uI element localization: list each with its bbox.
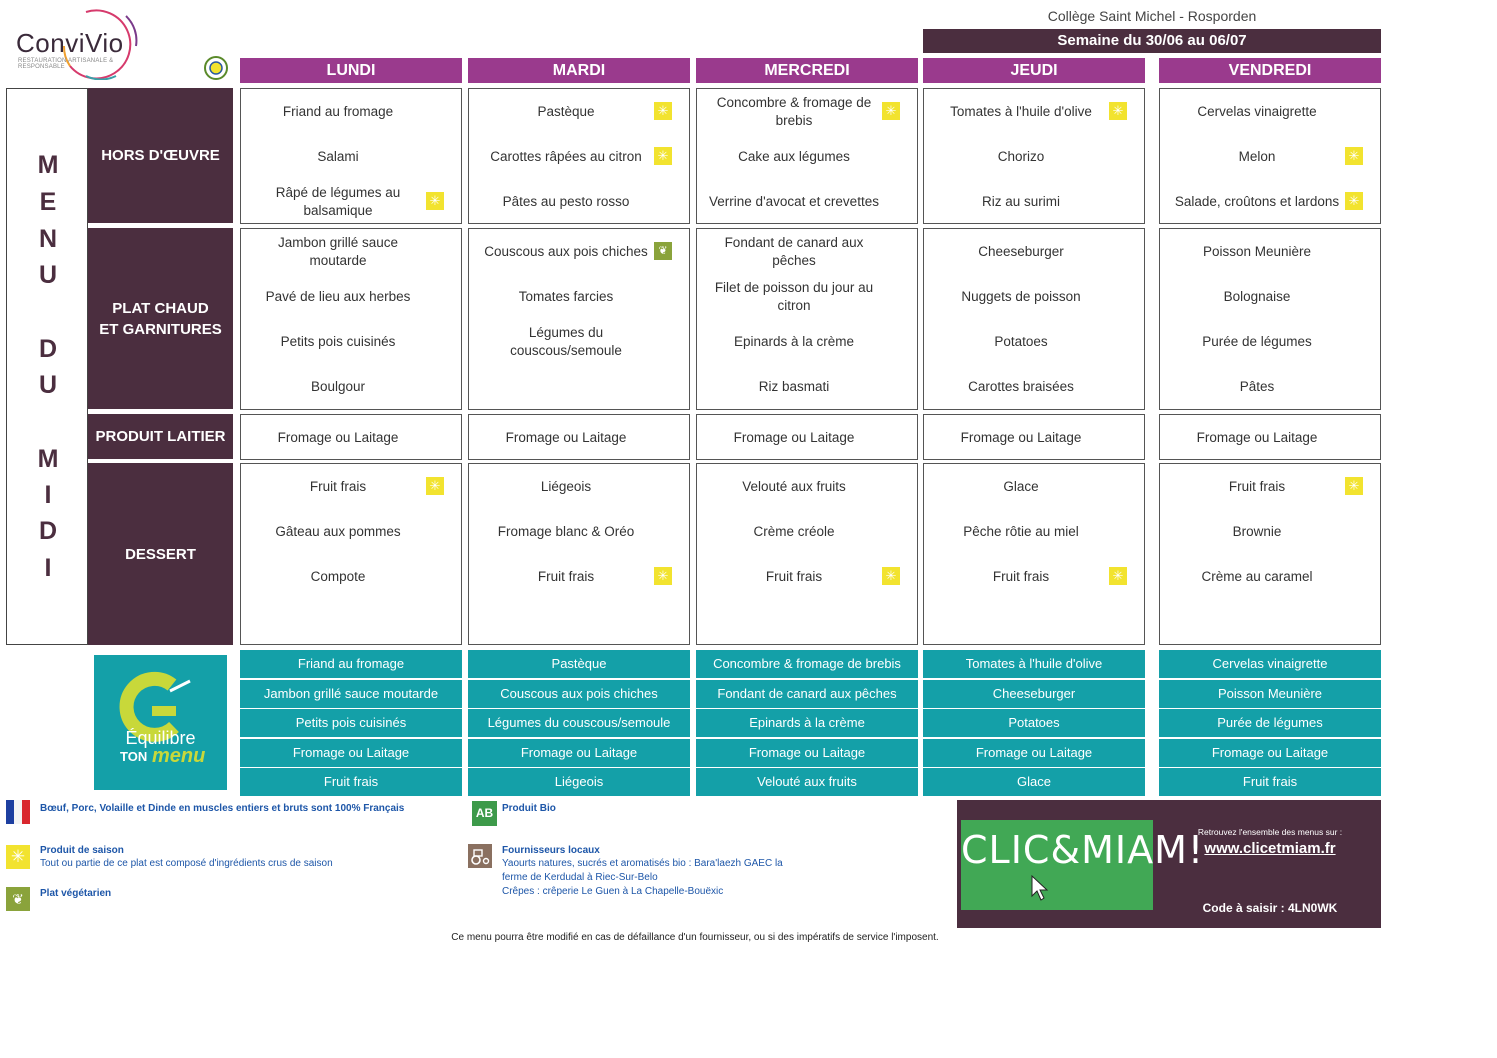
legend-saison-text: Tout ou partie de ce plat est composé d'ingrédients crus de saison (40, 858, 333, 869)
sun-legend-icon: ✳ (6, 845, 30, 869)
equilibre-item: Couscous aux pois chiches (468, 680, 690, 708)
seasonal-sun-icon: ✳ (426, 477, 444, 495)
dish-item: Cake aux légumes (738, 148, 850, 164)
day-header-lundi: LUNDI (240, 58, 462, 83)
brand-tagline: RESTAURATION ARTISANALE & RESPONSABLE (18, 58, 114, 70)
menu-title-letter: U (38, 371, 58, 399)
day-header-mercredi: MERCREDI (696, 58, 918, 83)
equilibre-icon (94, 655, 227, 790)
equilibre-menu: menu (152, 745, 206, 767)
equilibre-item: Poisson Meunière (1159, 680, 1381, 708)
dish-item: Fruit frais (537, 568, 595, 584)
menu-cell-vendredi-hors-doeuvre (1159, 88, 1381, 224)
menu-cell-mardi-laitier (468, 414, 690, 460)
day-header-jeudi: JEUDI (923, 58, 1145, 83)
seasonal-sun-icon: ✳ (426, 192, 444, 210)
seasonal-sun-icon: ✳ (1345, 192, 1363, 210)
legend-local-title: Fournisseurs locaux (502, 845, 600, 856)
ab-bio-icon (472, 801, 497, 826)
dish-item: Fruit frais (992, 568, 1050, 584)
dish-item: Chorizo (997, 148, 1045, 164)
dish-item: Tomates farcies (518, 288, 614, 304)
category-produit-laitier: PRODUIT LAITIER (88, 414, 233, 459)
equilibre-item: Fromage ou Laitage (1159, 739, 1381, 767)
equilibre-item: Fruit frais (240, 768, 462, 796)
equilibre-item: Fromage ou Laitage (696, 739, 918, 767)
equilibre-column-lundi (240, 650, 462, 796)
equilibre-item: Friand au fromage (240, 650, 462, 678)
dish-item: Poisson Meunière (1202, 243, 1312, 259)
brand-name: ConviVio (16, 28, 124, 58)
menu-cell-jeudi-hors-doeuvre (923, 88, 1145, 224)
dish-item: Crème au caramel (1201, 568, 1313, 584)
menu-du-midi-title (6, 88, 88, 645)
convivio-logo (10, 6, 140, 80)
legend-bio-title: Produit Bio (502, 803, 556, 814)
legend-veg-title: Plat végétarien (40, 888, 112, 899)
menu-cell-lundi-laitier (240, 414, 462, 460)
equilibre-item: Velouté aux fruits (696, 768, 918, 796)
dish-item: Fromage ou Laitage (1196, 429, 1318, 445)
equilibre-item: Fruit frais (1159, 768, 1381, 796)
seasonal-sun-icon: ✳ (1345, 477, 1363, 495)
equilibre-ton-menu-logo (94, 655, 227, 790)
retrouvez-text: Retrouvez l'ensemble des menus sur : (1197, 827, 1343, 837)
dish-item: Epinards à la crème (733, 333, 855, 349)
equilibre-item: Cheeseburger (923, 680, 1145, 708)
dish-item: Liégeois (540, 478, 592, 494)
category-dessert: DESSERT (88, 463, 233, 645)
legend-france: Bœuf, Porc, Volaille et Dinde en muscles entiers et bruts sont 100% Français (40, 803, 405, 814)
menu-title-letter: N (38, 225, 58, 253)
equilibre-item: Jambon grillé sauce moutarde (240, 680, 462, 708)
dish-item: Melon (1238, 148, 1276, 164)
equilibre-item: Pastèque (468, 650, 690, 678)
menu-cell-mercredi-plat (696, 228, 918, 410)
equilibre-item: Tomates à l'huile d'olive (923, 650, 1145, 678)
equilibre-item: Fromage ou Laitage (923, 739, 1145, 767)
dish-item: Velouté aux fruits (742, 478, 846, 494)
menu-cell-lundi-plat (240, 228, 462, 410)
vegetarian-icon: ❦ (654, 242, 672, 260)
category-plat-chaud: PLAT CHAUD ET GARNITURES (88, 228, 233, 409)
legend-saison-title: Produit de saison (40, 845, 124, 856)
equilibre-column-jeudi (923, 650, 1145, 796)
equilibre-item: Cervelas vinaigrette (1159, 650, 1381, 678)
seasonal-sun-icon: ✳ (654, 147, 672, 165)
dish-item: Brownie (1232, 523, 1282, 539)
dish-item: Fromage ou Laitage (960, 429, 1082, 445)
seasonal-sun-icon: ✳ (654, 567, 672, 585)
dish-item: Salami (317, 148, 359, 164)
dish-item: Concombre & fromage de brebis (716, 94, 872, 128)
seasonal-sun-icon: ✳ (1109, 567, 1127, 585)
disclaimer: Ce menu pourra être modifié en cas de défaillance d'un fournisseur, ou si des impératifs de service l'imposent. (451, 932, 939, 943)
dish-item: Jambon grillé sauce moutarde (277, 234, 399, 268)
day-header-vendredi: VENDREDI (1159, 58, 1381, 83)
dish-item: Friand au fromage (282, 103, 394, 119)
clic-miam-logo: CLIC&MIAM! (961, 828, 1205, 872)
dish-item: Glace (1003, 478, 1039, 494)
menu-title-letter: M (37, 445, 59, 473)
equilibre-title: Équilibre (125, 728, 196, 748)
equilibre-item: Potatoes (923, 709, 1145, 737)
ab-bio-badge: AB (475, 806, 494, 820)
equilibre-column-vendredi (1159, 650, 1381, 796)
day-header-mardi: MARDI (468, 58, 690, 83)
cursor-icon (1028, 874, 1052, 902)
dish-item: Compote (310, 568, 366, 584)
dish-item: Tomates à l'huile d'olive (950, 103, 1092, 119)
dish-item: Légumes du couscous/semoule (510, 324, 622, 358)
seasonal-sun-icon: ✳ (882, 102, 900, 120)
leaf-legend-icon: ❦ (6, 887, 30, 911)
equilibre-item: Concombre & fromage de brebis (696, 650, 918, 678)
menu-cell-mercredi-dessert (696, 463, 918, 645)
week-banner: Semaine du 30/06 au 06/07 (923, 29, 1381, 53)
seal-icon (200, 55, 232, 81)
dish-item: Pâtes au pesto rosso (502, 193, 630, 209)
dish-item: Potatoes (994, 333, 1048, 349)
dish-item: Pâtes (1239, 378, 1275, 394)
equilibre-column-mardi (468, 650, 690, 796)
equilibre-column-mercredi (696, 650, 918, 796)
dish-item: Purée de légumes (1202, 333, 1312, 349)
equilibre-item: Légumes du couscous/semoule (468, 709, 690, 737)
menu-cell-jeudi-dessert (923, 463, 1145, 645)
menu-cell-jeudi-plat (923, 228, 1145, 410)
menu-cell-vendredi-plat (1159, 228, 1381, 410)
legend-local-line-1: Yaourts natures, sucrés et aromatisés bio : Bara'laezh GAEC la (502, 858, 783, 869)
dish-item: Râpé de légumes au balsamique (275, 184, 401, 218)
menu-cell-jeudi-laitier (923, 414, 1145, 460)
dish-item: Fromage ou Laitage (733, 429, 855, 445)
seasonal-sun-icon: ✳ (882, 567, 900, 585)
school-name: Collège Saint Michel - Rosporden (1047, 8, 1257, 24)
dish-item: Fruit frais (1228, 478, 1286, 494)
menu-cell-mercredi-laitier (696, 414, 918, 460)
clicetmiam-link[interactable]: www.clicetmiam.fr (1204, 840, 1336, 857)
seasonal-sun-icon: ✳ (1345, 147, 1363, 165)
equilibre-item: Fromage ou Laitage (240, 739, 462, 767)
seasonal-sun-icon: ✳ (654, 102, 672, 120)
menu-cell-vendredi-dessert (1159, 463, 1381, 645)
equilibre-ton: TON (120, 749, 148, 764)
dish-item: Pavé de lieu aux herbes (265, 288, 411, 304)
dish-item: Riz basmati (758, 378, 830, 394)
dish-item: Bolognaise (1223, 288, 1291, 304)
dish-item: Carottes braisées (968, 378, 1074, 394)
dish-item: Cervelas vinaigrette (1197, 103, 1317, 119)
dish-item: Crème créole (753, 523, 835, 539)
dish-item: Carottes râpées au citron (490, 148, 642, 164)
menu-cell-mardi-hors-doeuvre (468, 88, 690, 224)
dish-item: Verrine d'avocat et crevettes (709, 193, 879, 209)
dish-item: Fruit frais (765, 568, 823, 584)
france-flag-icon (6, 800, 30, 824)
dish-item: Filet de poisson du jour au citron (714, 279, 874, 313)
dish-item: Gâteau aux pommes (275, 523, 401, 539)
dish-item: Pêche rôtie au miel (963, 523, 1079, 539)
dish-item: Fromage ou Laitage (505, 429, 627, 445)
dish-item: Boulgour (310, 378, 366, 394)
access-code: Code à saisir : 4LN0WK (1202, 901, 1338, 915)
equilibre-item: Epinards à la crème (696, 709, 918, 737)
dish-item: Couscous aux pois chiches (484, 243, 648, 259)
dish-item (469, 364, 689, 409)
dish-item: Cheeseburger (978, 243, 1064, 259)
equilibre-item: Glace (923, 768, 1145, 796)
menu-title-letter: I (44, 481, 52, 509)
legend-local-line-2: ferme de Kerdudal à Riec-Sur-Belo (502, 872, 658, 883)
dish-item: Salade, croûtons et lardons (1174, 193, 1340, 209)
equilibre-item: Fondant de canard aux pêches (696, 680, 918, 708)
menu-cell-lundi-hors-doeuvre (240, 88, 462, 224)
dish-item: Fromage blanc & Oréo (497, 523, 635, 539)
dish-item: Riz au surimi (981, 193, 1060, 209)
menu-title-letter: E (39, 188, 57, 216)
menu-title-letter: D (38, 517, 58, 545)
equilibre-item: Purée de légumes (1159, 709, 1381, 737)
dish-item: Fruit frais (309, 478, 367, 494)
equilibre-item: Fromage ou Laitage (468, 739, 690, 767)
dish-item: Petits pois cuisinés (280, 333, 396, 349)
dish-item: Nuggets de poisson (961, 288, 1081, 304)
legend-local-line-3: Crêpes : crêperie Le Guen à La Chapelle-Bouëxic (502, 886, 724, 897)
equilibre-item: Liégeois (468, 768, 690, 796)
dish-item: Pastèque (537, 103, 595, 119)
menu-cell-mardi-plat (468, 228, 690, 410)
menu-cell-vendredi-laitier (1159, 414, 1381, 460)
menu-cell-mardi-dessert (468, 463, 690, 645)
seasonal-sun-icon: ✳ (1109, 102, 1127, 120)
dish-item: Fromage ou Laitage (277, 429, 399, 445)
tractor-icon (468, 844, 492, 868)
menu-title-letter: D (38, 335, 58, 363)
menu-title-letter: U (38, 261, 58, 289)
menu-cell-mercredi-hors-doeuvre (696, 88, 918, 224)
category-hors-doeuvre: HORS D'ŒUVRE (88, 88, 233, 223)
menu-cell-lundi-dessert (240, 463, 462, 645)
equilibre-item: Petits pois cuisinés (240, 709, 462, 737)
menu-title-letter: I (44, 554, 52, 582)
dish-item: Fondant de canard aux pêches (724, 234, 864, 268)
menu-title-letter: M (37, 151, 59, 179)
